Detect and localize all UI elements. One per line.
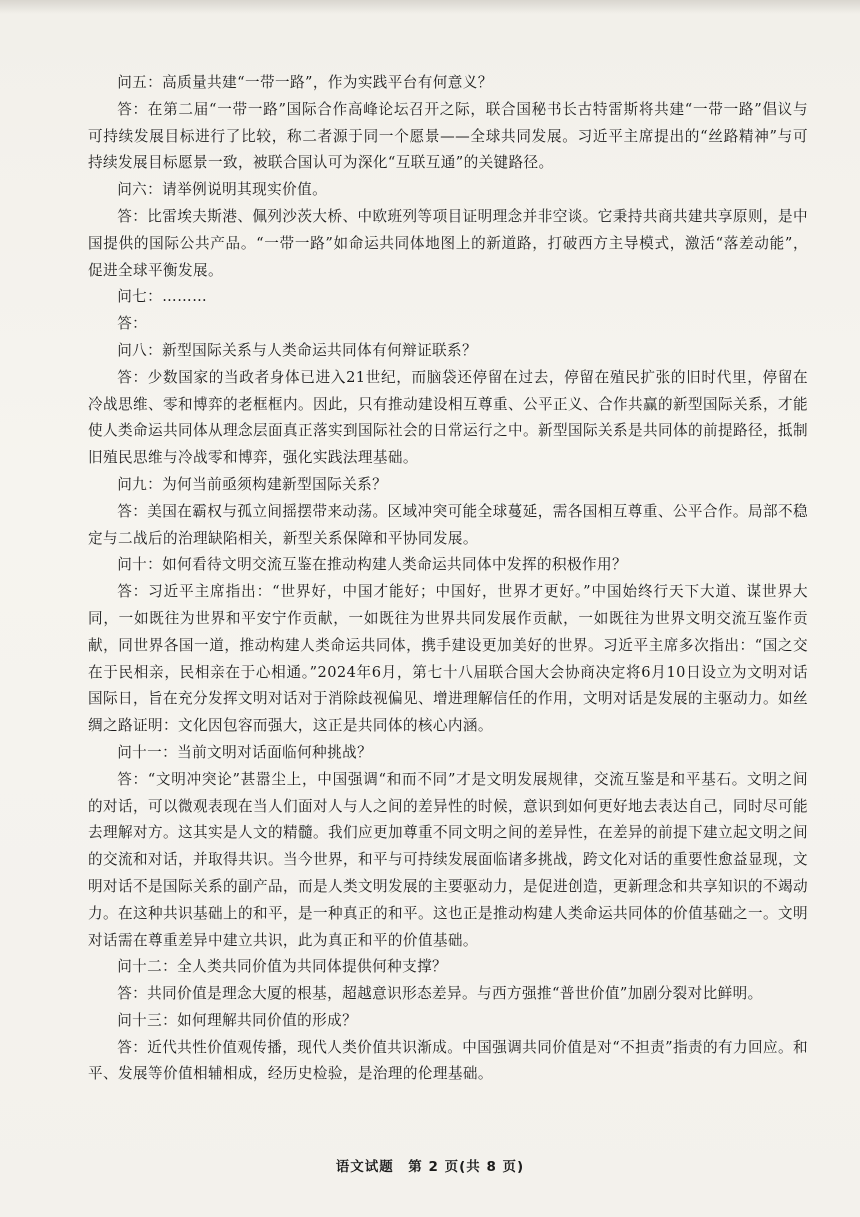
- question-6: 问六：请举例说明其现实价值。: [117, 181, 328, 199]
- answer-11: 答：“文明冲突论”甚嚣尘上，中国强调“和而不同”才是文明发展规律，交流互鉴是和平基石。文明之间的对话，可以微观表现在当人们面对人与人之间的差异性的时候，意识到如何更好地去表达自己，同时尽可能去理解对方。这其实是人文的精髓。我们应更加尊重不同文明之间的差异性，在差异的前提下建立起文明之间的交流和对话，并取得共识。当今世界，和平与可持续发展面临诸多挑战，跨文化对话的重要性愈益显现，文明对话不是国际关系的副产品，而是人类文明发展的主要驱动力，是促进创造，更新理念和共享知识的不竭动力。在这种共识基础上的和平，是一种真正的和平。这也正是推动构建人类命运共同体的价值基础之一。文明对话需在尊重差异中建立共识，此为真正和平的价值基础。: [88, 770, 808, 949]
- answer-9: 答：美国在霸权与孤立间摇摆带来动荡。区域冲突可能全球蔓延，需各国相互尊重、公平合作。局部不稳定与二战后的治理缺陷相关，新型关系保障和平协同发展。: [88, 502, 808, 547]
- answer-7: 答：: [117, 315, 148, 333]
- answer-8: 答：少数国家的当政者身体已进入21世纪，而脑袋还停留在过去，停留在殖民扩张的旧时代里，停留在冷战思维、零和博弈的老框框内。因此，只有推动建设相互尊重、公平正义、合作共赢的新型国际关系，才能使人类命运共同体从理念层面真正落实到国际社会的日常运行之中。新型国际关系是共同体的前提路径，抵制旧殖民思维与冷战零和博弈，强化实践法理基础。: [88, 368, 808, 467]
- question-9: 问九：为何当前亟须构建新型国际关系？: [117, 475, 388, 493]
- question-7: 问七：………: [117, 288, 208, 306]
- question-8: 问八：新型国际关系与人类命运共同体有何辩证联系？: [117, 341, 478, 359]
- question-10: 问十：如何看待文明交流互鉴在推动构建人类命运共同体中发挥的积极作用？: [117, 556, 627, 574]
- scan-edge: [0, 0, 860, 14]
- question-12: 问十二：全人类共同价值为共同体提供何种支撑？: [117, 958, 448, 976]
- qa-content: [88, 70, 808, 1088]
- answer-6: 答：比雷埃夫斯港、佩列沙茨大桥、中欧班列等项目证明理念并非空谈。它秉持共商共建共享原则，是中国提供的国际公共产品。“一带一路”如命运共同体地图上的新道路，打破西方主导模式，激活“落差动能”，促进全球平衡发展。: [88, 207, 808, 279]
- answer-5: 答：在第二届“一带一路”国际合作高峰论坛召开之际，联合国秘书长古特雷斯将共建“一带一路”倡议与可持续发展目标进行了比较，称二者源于同一个愿景——全球共同发展。习近平主席提出的“丝路精神”与可持续发展目标愿景一致，被联合国认可为深化“互联互通”的关键路径。: [88, 100, 808, 172]
- question-11: 问十一：当前文明对话面临何种挑战？: [117, 743, 373, 761]
- question-5: 问五：高质量共建“一带一路”，作为实践平台有何意义？: [117, 74, 493, 91]
- page-footer: 语文试题 第 2 页(共 8 页): [335, 1159, 525, 1175]
- answer-10: 答：习近平主席指出：“世界好，中国才能好；中国好，世界才更好。”中国始终行天下大道、谋世界大同，一如既往为世界和平安宁作贡献，一如既往为世界共同发展作贡献，一如既往为世界文明交流互鉴作贡献，同世界各国一道，推动构建人类命运共同体，携手建设更加美好的世界。习近平主席多次指出：“国之交在于民相亲，民相亲在于心相通。”2024年6月，第七十八届联合国大会协商决定将6月10日设立为文明对话国际日，旨在充分发挥文明对话对于消除歧视偏见、增进理解信任的作用，文明对话是发展的主驱动力。如丝绸之路证明：文化因包容而强大，这正是共同体的核心内涵。: [88, 583, 808, 735]
- question-13: 问十三：如何理解共同价值的形成？: [117, 1011, 358, 1029]
- answer-12: 答：共同价值是理念大厦的根基，超越意识形态差异。与西方强推“普世价值”加剧分裂对比鲜明。: [117, 985, 763, 1003]
- answer-13: 答：近代共性价值观传播，现代人类价值共识渐成。中国强调共同价值是对“不担责”指责的有力回应。和平、发展等价值相辅相成，经历史检验，是治理的伦理基础。: [88, 1038, 808, 1083]
